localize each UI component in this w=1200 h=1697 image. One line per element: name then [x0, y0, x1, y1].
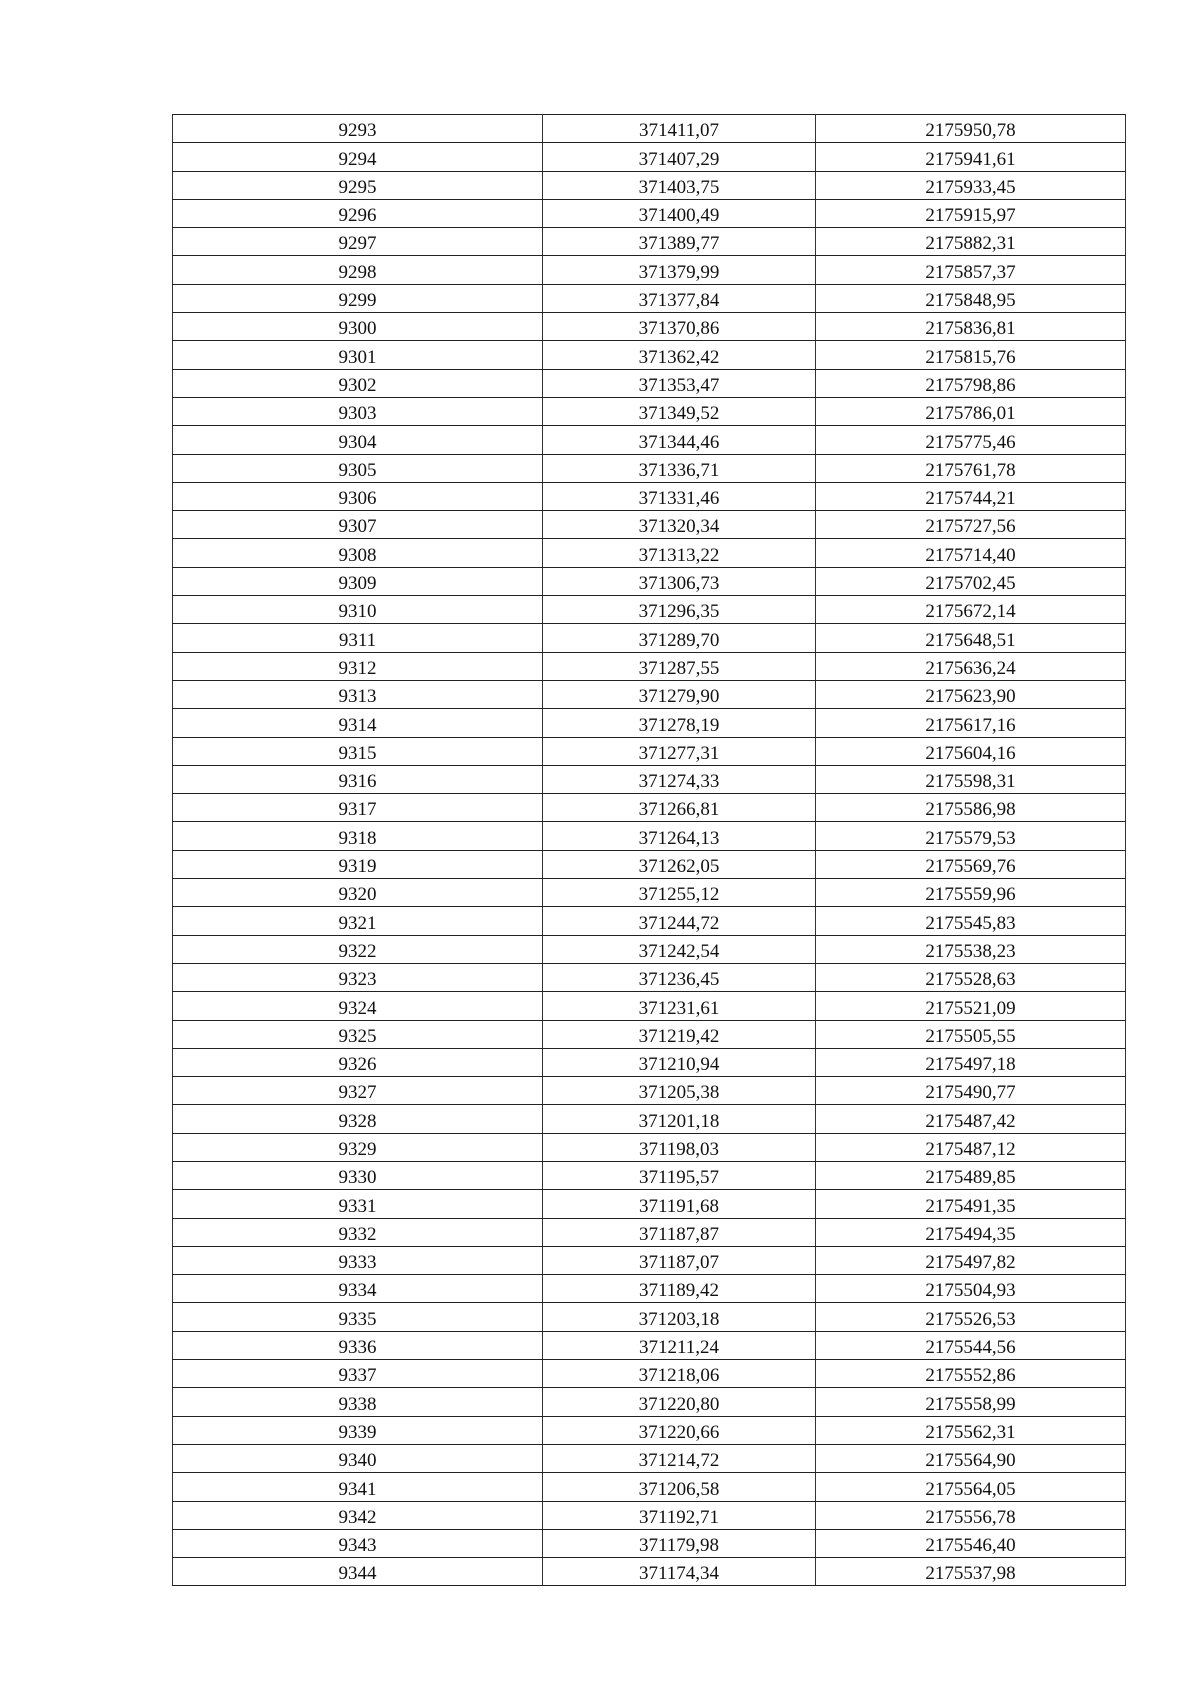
point-number-cell: 9342: [173, 1501, 543, 1529]
point-number-cell: 9300: [173, 313, 543, 341]
x-coordinate-cell: 371255,12: [543, 879, 816, 907]
table-row: [173, 1275, 1126, 1303]
point-number-cell: 9307: [173, 511, 543, 539]
y-coordinate-cell: 2175487,12: [816, 1133, 1126, 1161]
x-coordinate-cell: 371220,66: [543, 1416, 816, 1444]
point-number-cell: 9333: [173, 1246, 543, 1274]
x-coordinate-cell: 371306,73: [543, 567, 816, 595]
y-coordinate-cell: 2175798,86: [816, 369, 1126, 397]
x-coordinate-cell: 371411,07: [543, 115, 816, 143]
x-coordinate-cell: 371242,54: [543, 935, 816, 963]
table-row: [173, 1048, 1126, 1076]
y-coordinate-cell: 2175491,35: [816, 1190, 1126, 1218]
point-number-cell: 9301: [173, 341, 543, 369]
point-number-cell: 9299: [173, 284, 543, 312]
table-row: [173, 115, 1126, 143]
y-coordinate-cell: 2175562,31: [816, 1416, 1126, 1444]
x-coordinate-cell: 371379,99: [543, 256, 816, 284]
x-coordinate-cell: 371377,84: [543, 284, 816, 312]
y-coordinate-cell: 2175727,56: [816, 511, 1126, 539]
table-row: [173, 1218, 1126, 1246]
point-number-cell: 9318: [173, 822, 543, 850]
point-number-cell: 9315: [173, 737, 543, 765]
x-coordinate-cell: 371264,13: [543, 822, 816, 850]
y-coordinate-cell: 2175544,56: [816, 1331, 1126, 1359]
table-row: [173, 143, 1126, 171]
y-coordinate-cell: 2175848,95: [816, 284, 1126, 312]
y-coordinate-cell: 2175497,18: [816, 1048, 1126, 1076]
table-row: [173, 1133, 1126, 1161]
table-row: [173, 256, 1126, 284]
table-row: [173, 1105, 1126, 1133]
x-coordinate-cell: 371203,18: [543, 1303, 816, 1331]
table-row: [173, 199, 1126, 227]
x-coordinate-cell: 371279,90: [543, 680, 816, 708]
table-row: [173, 992, 1126, 1020]
table-row: [173, 1246, 1126, 1274]
x-coordinate-cell: 371187,87: [543, 1218, 816, 1246]
y-coordinate-cell: 2175489,85: [816, 1161, 1126, 1189]
y-coordinate-cell: 2175545,83: [816, 907, 1126, 935]
point-number-cell: 9339: [173, 1416, 543, 1444]
point-number-cell: 9320: [173, 879, 543, 907]
y-coordinate-cell: 2175744,21: [816, 482, 1126, 510]
y-coordinate-cell: 2175526,53: [816, 1303, 1126, 1331]
y-coordinate-cell: 2175586,98: [816, 794, 1126, 822]
table-row: [173, 963, 1126, 991]
x-coordinate-cell: 371336,71: [543, 454, 816, 482]
y-coordinate-cell: 2175559,96: [816, 879, 1126, 907]
y-coordinate-cell: 2175564,05: [816, 1473, 1126, 1501]
x-coordinate-cell: 371220,80: [543, 1388, 816, 1416]
y-coordinate-cell: 2175598,31: [816, 765, 1126, 793]
x-coordinate-cell: 371195,57: [543, 1161, 816, 1189]
table-row: [173, 228, 1126, 256]
point-number-cell: 9335: [173, 1303, 543, 1331]
table-row: [173, 596, 1126, 624]
point-number-cell: 9343: [173, 1529, 543, 1557]
y-coordinate-cell: 2175714,40: [816, 539, 1126, 567]
table-row: [173, 794, 1126, 822]
table-row: [173, 850, 1126, 878]
table-row: [173, 454, 1126, 482]
point-number-cell: 9309: [173, 567, 543, 595]
x-coordinate-cell: 371313,22: [543, 539, 816, 567]
x-coordinate-cell: 371211,24: [543, 1331, 816, 1359]
point-number-cell: 9336: [173, 1331, 543, 1359]
point-number-cell: 9302: [173, 369, 543, 397]
x-coordinate-cell: 371287,55: [543, 652, 816, 680]
x-coordinate-cell: 371244,72: [543, 907, 816, 935]
table-row: [173, 369, 1126, 397]
table-row: [173, 765, 1126, 793]
x-coordinate-cell: 371201,18: [543, 1105, 816, 1133]
point-number-cell: 9312: [173, 652, 543, 680]
y-coordinate-cell: 2175490,77: [816, 1077, 1126, 1105]
point-number-cell: 9305: [173, 454, 543, 482]
table-row: [173, 284, 1126, 312]
point-number-cell: 9295: [173, 171, 543, 199]
coordinates-table: [172, 114, 1126, 1586]
point-number-cell: 9332: [173, 1218, 543, 1246]
table-row: [173, 397, 1126, 425]
table-row: [173, 482, 1126, 510]
x-coordinate-cell: 371192,71: [543, 1501, 816, 1529]
table-row: [173, 171, 1126, 199]
x-coordinate-cell: 371370,86: [543, 313, 816, 341]
table-row: [173, 539, 1126, 567]
table-row: [173, 426, 1126, 454]
y-coordinate-cell: 2175558,99: [816, 1388, 1126, 1416]
point-number-cell: 9298: [173, 256, 543, 284]
x-coordinate-cell: 371179,98: [543, 1529, 816, 1557]
table-row: [173, 1190, 1126, 1218]
y-coordinate-cell: 2175487,42: [816, 1105, 1126, 1133]
y-coordinate-cell: 2175504,93: [816, 1275, 1126, 1303]
y-coordinate-cell: 2175497,82: [816, 1246, 1126, 1274]
table-row: [173, 680, 1126, 708]
table-row: [173, 1388, 1126, 1416]
x-coordinate-cell: 371277,31: [543, 737, 816, 765]
point-number-cell: 9337: [173, 1360, 543, 1388]
y-coordinate-cell: 2175521,09: [816, 992, 1126, 1020]
x-coordinate-cell: 371189,42: [543, 1275, 816, 1303]
point-number-cell: 9322: [173, 935, 543, 963]
x-coordinate-cell: 371389,77: [543, 228, 816, 256]
table-row: [173, 1020, 1126, 1048]
point-number-cell: 9338: [173, 1388, 543, 1416]
table-row: [173, 709, 1126, 737]
point-number-cell: 9324: [173, 992, 543, 1020]
point-number-cell: 9330: [173, 1161, 543, 1189]
point-number-cell: 9317: [173, 794, 543, 822]
x-coordinate-cell: 371210,94: [543, 1048, 816, 1076]
x-coordinate-cell: 371214,72: [543, 1444, 816, 1472]
y-coordinate-cell: 2175494,35: [816, 1218, 1126, 1246]
x-coordinate-cell: 371344,46: [543, 426, 816, 454]
point-number-cell: 9297: [173, 228, 543, 256]
table-row: [173, 1473, 1126, 1501]
y-coordinate-cell: 2175857,37: [816, 256, 1126, 284]
table-row: [173, 935, 1126, 963]
table-row: [173, 1331, 1126, 1359]
table-row: [173, 1501, 1126, 1529]
y-coordinate-cell: 2175761,78: [816, 454, 1126, 482]
point-number-cell: 9341: [173, 1473, 543, 1501]
y-coordinate-cell: 2175538,23: [816, 935, 1126, 963]
y-coordinate-cell: 2175941,61: [816, 143, 1126, 171]
x-coordinate-cell: 371236,45: [543, 963, 816, 991]
x-coordinate-cell: 371274,33: [543, 765, 816, 793]
table-row: [173, 1303, 1126, 1331]
table-row: [173, 822, 1126, 850]
y-coordinate-cell: 2175815,76: [816, 341, 1126, 369]
table-row: [173, 879, 1126, 907]
x-coordinate-cell: 371400,49: [543, 199, 816, 227]
y-coordinate-cell: 2175505,55: [816, 1020, 1126, 1048]
x-coordinate-cell: 371205,38: [543, 1077, 816, 1105]
x-coordinate-cell: 371349,52: [543, 397, 816, 425]
x-coordinate-cell: 371218,06: [543, 1360, 816, 1388]
table-row: [173, 652, 1126, 680]
point-number-cell: 9344: [173, 1558, 543, 1586]
point-number-cell: 9303: [173, 397, 543, 425]
y-coordinate-cell: 2175648,51: [816, 624, 1126, 652]
x-coordinate-cell: 371296,35: [543, 596, 816, 624]
point-number-cell: 9329: [173, 1133, 543, 1161]
y-coordinate-cell: 2175915,97: [816, 199, 1126, 227]
x-coordinate-cell: 371320,34: [543, 511, 816, 539]
point-number-cell: 9293: [173, 115, 543, 143]
x-coordinate-cell: 371231,61: [543, 992, 816, 1020]
point-number-cell: 9311: [173, 624, 543, 652]
x-coordinate-cell: 371191,68: [543, 1190, 816, 1218]
y-coordinate-cell: 2175672,14: [816, 596, 1126, 624]
point-number-cell: 9316: [173, 765, 543, 793]
point-number-cell: 9327: [173, 1077, 543, 1105]
point-number-cell: 9323: [173, 963, 543, 991]
y-coordinate-cell: 2175933,45: [816, 171, 1126, 199]
table-row: [173, 341, 1126, 369]
table-row: [173, 511, 1126, 539]
table-row: [173, 737, 1126, 765]
x-coordinate-cell: 371407,29: [543, 143, 816, 171]
x-coordinate-cell: 371206,58: [543, 1473, 816, 1501]
table-row: [173, 1558, 1126, 1586]
point-number-cell: 9313: [173, 680, 543, 708]
point-number-cell: 9340: [173, 1444, 543, 1472]
x-coordinate-cell: 371174,34: [543, 1558, 816, 1586]
y-coordinate-cell: 2175950,78: [816, 115, 1126, 143]
y-coordinate-cell: 2175836,81: [816, 313, 1126, 341]
x-coordinate-cell: 371362,42: [543, 341, 816, 369]
point-number-cell: 9321: [173, 907, 543, 935]
point-number-cell: 9325: [173, 1020, 543, 1048]
point-number-cell: 9319: [173, 850, 543, 878]
x-coordinate-cell: 371187,07: [543, 1246, 816, 1274]
point-number-cell: 9306: [173, 482, 543, 510]
x-coordinate-cell: 371266,81: [543, 794, 816, 822]
table-row: [173, 1444, 1126, 1472]
table-row: [173, 1416, 1126, 1444]
y-coordinate-cell: 2175623,90: [816, 680, 1126, 708]
x-coordinate-cell: 371198,03: [543, 1133, 816, 1161]
x-coordinate-cell: 371403,75: [543, 171, 816, 199]
y-coordinate-cell: 2175617,16: [816, 709, 1126, 737]
y-coordinate-cell: 2175775,46: [816, 426, 1126, 454]
point-number-cell: 9296: [173, 199, 543, 227]
y-coordinate-cell: 2175546,40: [816, 1529, 1126, 1557]
y-coordinate-cell: 2175528,63: [816, 963, 1126, 991]
x-coordinate-cell: 371353,47: [543, 369, 816, 397]
x-coordinate-cell: 371219,42: [543, 1020, 816, 1048]
y-coordinate-cell: 2175552,86: [816, 1360, 1126, 1388]
point-number-cell: 9304: [173, 426, 543, 454]
point-number-cell: 9326: [173, 1048, 543, 1076]
point-number-cell: 9294: [173, 143, 543, 171]
coordinates-table-body: [173, 115, 1126, 1586]
point-number-cell: 9310: [173, 596, 543, 624]
y-coordinate-cell: 2175604,16: [816, 737, 1126, 765]
y-coordinate-cell: 2175579,53: [816, 822, 1126, 850]
x-coordinate-cell: 371331,46: [543, 482, 816, 510]
x-coordinate-cell: 371289,70: [543, 624, 816, 652]
table-row: [173, 567, 1126, 595]
y-coordinate-cell: 2175569,76: [816, 850, 1126, 878]
x-coordinate-cell: 371262,05: [543, 850, 816, 878]
table-row: [173, 313, 1126, 341]
x-coordinate-cell: 371278,19: [543, 709, 816, 737]
point-number-cell: 9331: [173, 1190, 543, 1218]
table-row: [173, 1529, 1126, 1557]
y-coordinate-cell: 2175702,45: [816, 567, 1126, 595]
y-coordinate-cell: 2175786,01: [816, 397, 1126, 425]
point-number-cell: 9308: [173, 539, 543, 567]
y-coordinate-cell: 2175564,90: [816, 1444, 1126, 1472]
y-coordinate-cell: 2175556,78: [816, 1501, 1126, 1529]
y-coordinate-cell: 2175882,31: [816, 228, 1126, 256]
point-number-cell: 9334: [173, 1275, 543, 1303]
point-number-cell: 9314: [173, 709, 543, 737]
y-coordinate-cell: 2175537,98: [816, 1558, 1126, 1586]
y-coordinate-cell: 2175636,24: [816, 652, 1126, 680]
table-row: [173, 1360, 1126, 1388]
table-row: [173, 1077, 1126, 1105]
table-row: [173, 907, 1126, 935]
table-row: [173, 1161, 1126, 1189]
table-row: [173, 624, 1126, 652]
point-number-cell: 9328: [173, 1105, 543, 1133]
